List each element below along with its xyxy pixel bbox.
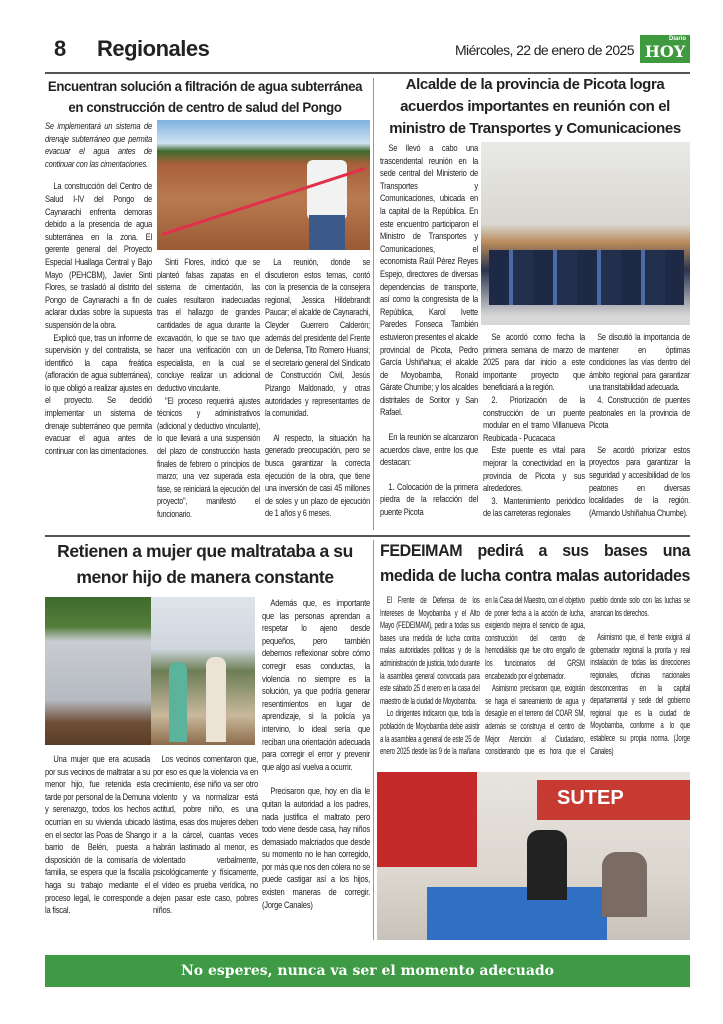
issue-date: Miércoles, 22 de enero de 2025 <box>455 42 634 58</box>
construction-site-photo <box>157 120 370 250</box>
paragraph: Explicó que, tras un informe de supervisión y del contratista, se identificó la capa freática (afloración de agua subterránea), lo que obligó a realizar ajustes en el proyecto. Se decidió implementar un sistema de drenaje subterráneo que permita evacuar el agua antes de continuar con las cimentaciones. <box>45 332 152 456</box>
section-title: Regionales <box>97 36 210 61</box>
article-body-col1 <box>45 753 150 917</box>
article-body-col2 <box>157 256 260 520</box>
article-body-col3 <box>265 256 370 520</box>
paragraph: Además que, es importante que las personas aprendan a respetar lo ajeno desde pequeños, pero también debemos reflexionar sobre cómo corregir esas conductas, la violencia no siempre es la solución, ya que podría generar resentimientos en lugar de aprendizaje, si la policía ya intervino, lo ideal sería que reciban una orientación adecuada para corregir el error y prevenir que algo así vuelva a ocurrir. <box>262 598 370 772</box>
paragraph: Este puente es vital para mejorar la conectividad en la provincia de Picota y sus alrededores. <box>483 445 585 494</box>
article-headline: Alcalde de la provincia de Picota logra acuerdos importantes en reunión con el ministro de Transportes y Comunicaciones <box>389 76 681 137</box>
union-meeting-photo <box>377 772 690 940</box>
article-body-columns <box>380 594 690 758</box>
paragraph: "El proceso requerirá ajustes técnicos y administrativos (adicional y deductivo vinculante), lo que llevará a una suspensión del plazo de construcción hasta finales de febrero o principios de marzo; una vez superada esta fase, se reiniciará la ejecución del proyecto", manifestó el funcionario. <box>157 395 260 519</box>
paragraph: 3. Mantenimiento periódico de las carreteras regionales <box>483 495 585 519</box>
paragraph: Asimismo precisaron que, exigirán se haga el saneamiento de agua y desagüe en el terreno del COAR SM, además se construya el centro de Mejor Atención al Ciudadano, considerando que es hora que el pueblo donde solo con las luchas se arrancan los derechos. <box>485 595 690 757</box>
union-banner-sign: SUTEP <box>537 780 690 820</box>
meeting-group-photo <box>481 142 690 325</box>
column-divider <box>373 540 374 940</box>
section-rule <box>45 535 690 537</box>
paragraph: 2. Priorización de la construcción de un puente modular en el tramo Villanueva Reubicada - Pucacaca <box>483 394 585 443</box>
article-body-col3 <box>589 331 690 519</box>
column-divider <box>373 78 374 530</box>
paragraph: En la reunión se alcanzaron acuerdos clave, entre los que destacan: <box>380 432 478 468</box>
street-photo <box>151 597 255 745</box>
paragraph: Precisaron que, hoy en día le quitan la autoridad a los padres, nada justifica el maltrato pero todo viene desde casa, hay niños demasiado malcriados que desde su momento no le han corregido, por más que nos den cólera no se puede castigar así a los hijos, existen maneras de corregir. (Jorge Canales) <box>262 786 370 910</box>
article-headline: Encuentran solución a filtración de agua subterránea en construcción de centro de salud del Pongo <box>47 79 363 115</box>
house-photo <box>45 597 151 745</box>
paragraph: Se llevó a cabo una trascendental reunión en la sede central del Ministerio de Transportes y Comunicaciones, ubicada en la capital de la República. En este encuentro participaron el Ministro de Transportes y Comunicaciones, el economista Raúl Pérez Reyes Espejo, directores de diversas dependencias de transporte, así como la congresista de la República, Karol Ivette Paredes Fonseca También estuvieron presentes el alcalde provincial de Picota, Pedro García Ushiñahua; el alcalde de Moyobamba, Ronald Gárate Chumbe; y los alcaldes distritales de Soritor y San Rafael. <box>380 143 478 418</box>
paragraph: 1. Colocación de la primera piedra de la refacción del puente Picota <box>380 481 478 518</box>
page-number: 8 <box>54 36 67 61</box>
article-body-col3 <box>262 597 370 911</box>
paragraph: Los vecinos comentaron que, por eso es que la violencia va en crecimiento, ése niño va ser otro violento y va normalizar está actitud, pobre niño, es una lástima, esas dos mujeres deben ir a la cárcel, cuantas veces habrán lastimado al menor, es violentado verbalmente, psicológicamente y físicamente, el vídeo es prueba verídica, no dejen pasar este caso, pobres niños. <box>153 754 258 916</box>
paragraph: Asimismo que, el frente exigirá al gobernador regional la pronta y real instalación de todas las direcciones regionales, oficinas nacionales desconcentras en la capital departamental y sede del gobierno regional que es la ciudad de Moyobamba, conforme a lo que establece su propia norma. (Jorge Canales) <box>590 632 690 756</box>
paragraph: La construcción del Centro de Salud I-IV del Pongo de Caynarachi enfrenta demoras debido a la presencia de agua subterránea en la zona. El gerente general del Proyecto Especial Huallaga Central y Bajo Mayo (PEHCBM), Javier Sinti Flores, se trasladó al distrito del Pongo de Caynarachi a fin de aclarar dudas sobre la supuesta suspensión de la obra. <box>45 181 152 330</box>
paragraph: Se acordó como fecha la primera semana de marzo de 2025 para dar inicio a este importante proyecto que beneficiará a la región. <box>483 332 585 393</box>
paragraph: El Frente de Defensa de los Intereses de Moyobamba y el Alto Mayo (FEDEIMAM), pedir a todas sus bases una medida de lucha contra malas autoridades políticas y de la administración de justicia, todo durante la asamblea general convocada para este sábado 25 d enero en la casa del maestro de la ciudad de Moyobamba. <box>380 595 480 706</box>
article-headline: Retienen a mujer que maltrataba a su menor hijo de manera constante <box>57 541 353 587</box>
paragraph: Sinti Flores, indicó que se planteó falsas zapatas en el sistema de cimentación, las cuales resultaron inadecuadas tras el hallazgo de grandes cantidades de agua durante la excavación, lo que se tuvo que hacer una verificación con un especialista, en la cual se concluye realizar un adicional deductivo vinculante. <box>157 257 260 393</box>
article-body-col2 <box>153 753 258 917</box>
article-body-col1 <box>380 142 478 519</box>
footer-banner: No esperes, nunca va ser el momento adecuado <box>45 955 690 987</box>
paragraph: Al respecto, la situación ha generado preocupación, pero se busca garantizar la correcta ejecución de la obra, que tiene una inversión de casi 45 millones de soles y un plazo de ejecución de 1 años y 6 meses. <box>265 432 370 519</box>
paragraph: Se discutió la importancia de mantener en óptimas condiciones las vías dentro del ámbito regional para garantizar una transitabilidad adecuada. <box>589 332 690 393</box>
article-body-col2 <box>483 331 585 520</box>
article-intro: Se implementará un sistema de drenaje subterráneo que permita evacuar el agua antes de continuar con las cimentaciones. <box>45 121 152 169</box>
article-headline: FEDEIMAM pedirá a sus bases una medida de lucha contra malas autoridades <box>380 541 690 585</box>
paragraph: 4. Construcción de puentes peatonales en la provincia de Picota <box>589 394 690 431</box>
paragraph: La reunión, donde se discutieron estos temas, contó con la presencia de la consejera regional, Jessica Hildebrandt Paucar; el alcalde de Caynarachi, Cleyder Guerrero Calderón; además del presidente del Frente de Defensa, Tito Romero Huansi; el secretario general del Sindicato de Construcción Civil, Jesús Pizango Maldonado, y otras autoridades y representantes de la comunidad. <box>265 257 370 419</box>
paragraph: Lo dirigentes indicaron que, toda la población de Moyobamba debe asistir a la asamblea a general de este 25 de enero 2025 desde las 9 de la mañana en la Casa del Maestro, con el objetivo de poner fecha a la acción de lucha, exigiendo mejora el servicio de agua, construcción del centro de hemodiálisis que fue otro engaño de los funcionarios del GRSM encabezado por el gobernador. <box>380 595 585 757</box>
paragraph: Una mujer que era acusada por sus vecinos de maltratar a su menor hijo, fue retenida esta tarde por personal de la Demuna y serenazgo, todos los hechos ocurrían en su vivienda ubicado en el sector las Poas de Shango barrio de Belén, puesta a disposición de la comisaría de familia, se espera que la fiscalía haga su trabajo mediante el proceso legal, le corresponde a la fiscal. <box>45 754 150 916</box>
newspaper-logo: Diario HOY <box>640 35 690 63</box>
paragraph: Se acordó priorizar estos proyectos para garantizar la seguridad y accesibilidad de los peatones en diversas localidades de la región. (Armando Ushiñahua Chumbe). <box>589 444 690 518</box>
article-body-col1 <box>45 120 152 457</box>
